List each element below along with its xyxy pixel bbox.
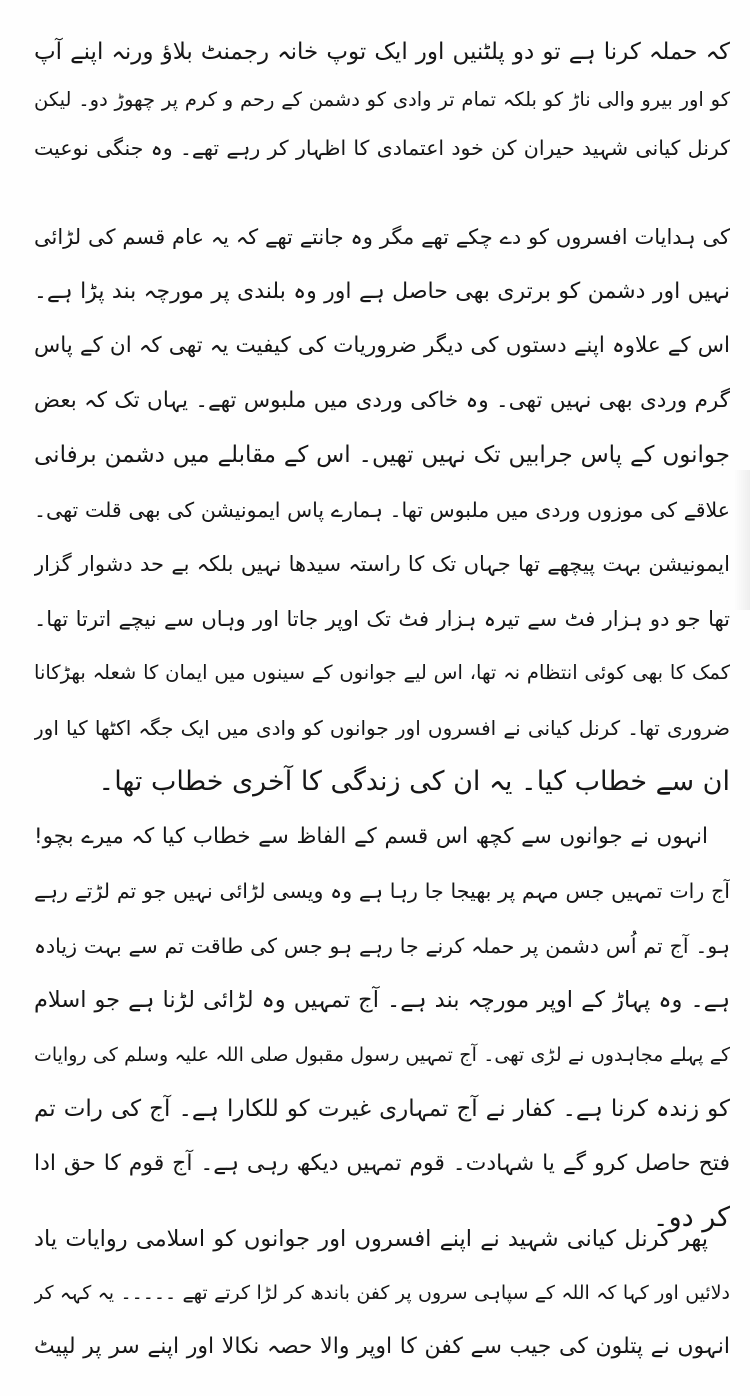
- text-line: کر دو۔: [652, 1202, 730, 1233]
- paragraph-top: [34, 28, 730, 172]
- text-line: جوانوں کے پاس جرابیں تک نہیں تھیں۔ اس کے مقابلے میں دشمن برفانی: [34, 442, 730, 468]
- text-line: کرنل کیانی شہید حیران کن خود اعتمادی کا اظہار کر رہے تھے۔ وہ جنگی نوعیت: [34, 136, 730, 160]
- text-line: اس کے علاوہ اپنے دستوں کی دیگر ضروریات کی کیفیت یہ تھی کہ ان کے پاس: [34, 333, 730, 358]
- text-line: کو زندہ کرنا ہے۔ کفار نے آج تمہاری غیرت کو للکارا ہے۔ آج کی رات تم: [34, 1096, 730, 1122]
- text-line: گرم وردی بھی نہیں تھی۔ وہ خاکی وردی میں ملبوس تھے۔ یہاں تک کہ بعض: [34, 387, 730, 413]
- text-line: آج رات تمہیں جس مہم پر بھیجا جا رہا ہے وہ ویسی لڑائی نہیں جو تم لڑتے رہے: [34, 879, 730, 903]
- text-line: انہوں نے پتلون کی جیب سے کفن کا اوپر والا حصہ نکالا اور اپنے سر پر لپیٹ: [34, 1334, 730, 1359]
- scan-edge-shadow: [734, 470, 750, 610]
- text-line: تھا جو دو ہزار فٹ سے تیرہ ہزار فٹ تک اوپر جاتا اور وہاں سے نیچے اترتا تھا۔: [34, 606, 730, 631]
- text-line: علاقے کی موزوں وردی میں ملبوس تھا۔ ہمارے پاس ایمونیشن کی بھی قلت تھی۔: [34, 497, 730, 522]
- text-line: ہو۔ آج تم اُس دشمن پر حملہ کرنے جا رہے ہو جس کی طاقت تم سے بہت زیادہ: [34, 933, 730, 958]
- text-line: کے پہلے مجاہدوں نے لڑی تھی۔ آج تمہیں رسول مقبول صلی اللہ علیہ وسلم کی روایات: [34, 1043, 730, 1066]
- text-line: کو اور بیرو والی ناڑ کو بلکہ تمام تر وادی کو دشمن کے رحم و کرم پر چھوڑ دو۔ لیکن: [34, 88, 730, 111]
- text-line: نہیں اور دشمن کو برتری بھی حاصل ہے اور وہ بلندی پر مورچہ بند پڑا ہے۔: [34, 278, 730, 304]
- paragraph-main: [34, 210, 730, 1246]
- text-line: کہ حملہ کرنا ہے تو دو پلٹنیں اور ایک توپ خانہ رجمنٹ بلاؤ ورنہ اپنے آپ: [34, 39, 730, 65]
- paragraph-bottom: [34, 1212, 730, 1374]
- text-line: ہے۔ وہ پہاڑ کے اوپر مورچہ بند ہے۔ آج تمہیں وہ لڑائی لڑنا ہے جو اسلام: [34, 987, 730, 1013]
- text-line: پھر کرنل کیانی شہید نے اپنے افسروں اور جوانوں کو اسلامی روایات یاد: [34, 1226, 708, 1252]
- text-line: فتح حاصل کرو گے یا شہادت۔ قوم تمہیں دیکھ رہی ہے۔ آج قوم کا حق ادا: [34, 1150, 730, 1176]
- text-line: کمک کا بھی کوئی انتظام نہ تھا، اس لیے جوانوں کے سینوں میں ایمان کا شعلہ بھڑکانا: [34, 661, 730, 684]
- text-line: کی ہدایات افسروں کو دے چکے تھے مگر وہ جانتے تھے کہ یہ عام قسم کی لڑائی: [34, 225, 730, 249]
- text-line: انہوں نے جوانوں سے کچھ اس قسم کے الفاظ سے خطاب کیا کہ میرے بچو!: [34, 823, 708, 849]
- text-line: ضروری تھا۔ کرنل کیانی نے افسروں اور جوانوں کو وادی میں ایک جگہ اکٹھا کیا اور: [34, 715, 730, 740]
- text-line: دلائیں اور کہا کہ اللہ کے سپاہی سروں پر کفن باندھ کر لڑا کرتے تھے ۔۔۔۔۔ یہ کہہ کر: [34, 1282, 730, 1304]
- text-line: ان سے خطاب کیا۔ یہ ان کی زندگی کا آخری خطاب تھا۔: [98, 766, 730, 797]
- text-line: ایمونیشن بہت پیچھے تھا جہاں تک کا راستہ سیدھا نہیں بلکہ بے حد دشوار گزار: [34, 552, 730, 576]
